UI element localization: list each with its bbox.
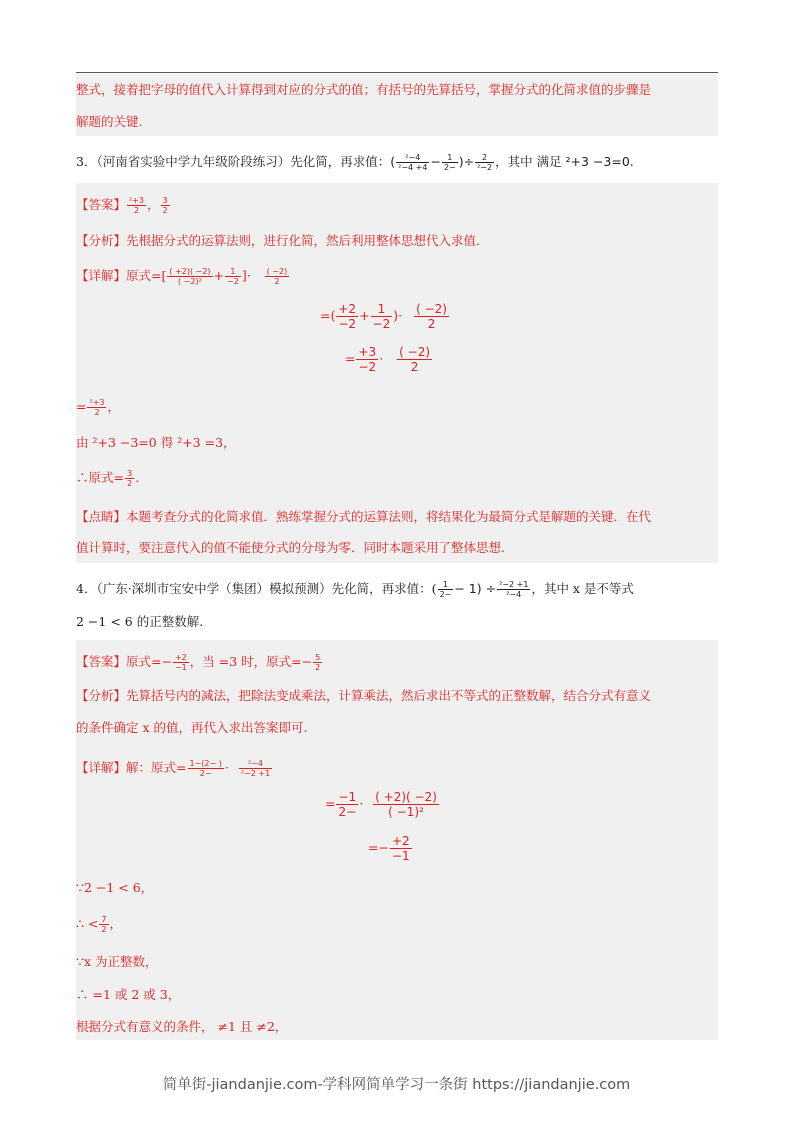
q3-answer: 【答案】 $\frac{\text{²+3}}{2}$ ， $\frac{3}{2}$ (76, 196, 168, 215)
prev-solution-line2: 解题的关键. (76, 114, 143, 129)
q4-stem: 4．（广东·深圳市宝安中学（集团）模拟预测）先化简，再求值：( $\frac{1}{2-}$ − 1) ÷ $\frac{\text{²−2 +1}}{\text{²−4}}$ ，其中 x 是不等式 (76, 580, 634, 599)
q3-comment-line1: 【点睛】本题考查分式的化简求值．熟练掌握分式的运算法则，将结果化为最简分式是解题的关键．在代 (76, 509, 652, 524)
q4-because2: ∵x 为正整数， (76, 954, 158, 969)
q4-detail: 【详解】解：原式= $\frac{1-(2- )}{2-}$ · $\frac{\text{²−4}}{\text{²−2 +1}}$ (76, 759, 271, 778)
q4-therefore2: ∴ =1 或 2 或 3， (76, 987, 181, 1002)
q4-step1: = $\frac{-1}{2-}$ · $\frac{( +2)( -2)}{\text{( −1)²}}$ (325, 790, 437, 819)
q4-step2: =− $\frac{+2}{-1}$ (368, 834, 410, 863)
q3-stem-prefix: 3．（河南省实验中学九年级阶段练习）先化简，再求值： (76, 154, 391, 169)
page-footer: 简单街-jiandanjie.com-学科网简单学习一条街 https://jiandanjie.com (162, 1077, 631, 1093)
q4-therefore1: ∴ < $\frac{7}{2}$ ， (76, 915, 123, 934)
q4-analysis-line2: 的条件确定 x 的值，再代入求出答案即可. (76, 720, 308, 735)
q3-comment-line2: 值计算时，要注意代入的值不能使分式的分母为零．同时本题采用了整体思想. (76, 540, 505, 555)
q4-stem-line2: 2 −1 < 6 的正整数解. (76, 614, 204, 629)
q4-condition: 根据分式有意义的条件， ≠1 且 ≠2， (76, 1019, 288, 1034)
q3-step1: =( $\frac{+2}{-2}$ + $\frac{1}{-2}$ )· $\frac{( -2)}{2}$ (320, 302, 447, 331)
q3-therefore: ∴原式= $\frac{3}{2}$ . (76, 469, 140, 488)
q3-detail: 【详解】原式=[ $\frac{( +2)( -2)}{\text{( −2)²}}$ + $\frac{1}{-2}$ ]· $\frac{( -2)}{2}$ (76, 267, 288, 286)
q3-analysis: 【分析】先根据分式的运算法则，进行化简，然后利用整体思想代入求值. (76, 233, 480, 248)
q3-stem: 3．（河南省实验中学九年级阶段练习）先化简，再求值：( $\frac{\text{²−4}}{\text{²−4 +4}}$ − $\frac{1}{2-}$ )÷ $\frac{2}{\text{²−2}}$ ，其中 满足 ²+3 −3=0. (76, 153, 634, 172)
q3-from: 由 ²+3 −3=0 得 ²+3 =3， (76, 435, 236, 450)
q3-stem-frac1: $\frac{\text{²−4}}{\text{²−4 +4}}$ (398, 153, 428, 172)
prev-solution-line1: 整式，接着把字母的值代入计算得到对应的分式的值；有括号的先算括号，掌握分式的化简求值的步骤是 (76, 82, 652, 97)
q3-stem-frac3: $\frac{2}{\text{²−2}}$ (477, 153, 493, 172)
q3-step3: = $\frac{\text{²+3}}{2}$ ， (76, 398, 120, 417)
q4-analysis-line1: 【分析】先算括号内的减法，把除法变成乘法，计算乘法，然后求出不等式的正整数解，结合分式有意义 (76, 688, 652, 703)
q4-answer: 【答案】原式=− $\frac{+2}{-1}$ ，当 =3 时，原式=− $\frac{5}{2}$ (76, 653, 321, 672)
q4-because1: ∵2 −1 < 6， (76, 880, 154, 895)
q3-step2: = $\frac{+3}{-2}$ · $\frac{( -2)}{2}$ (345, 345, 431, 374)
q3-stem-frac2: $\frac{1}{2-}$ (443, 153, 456, 172)
header-rule (76, 72, 718, 73)
